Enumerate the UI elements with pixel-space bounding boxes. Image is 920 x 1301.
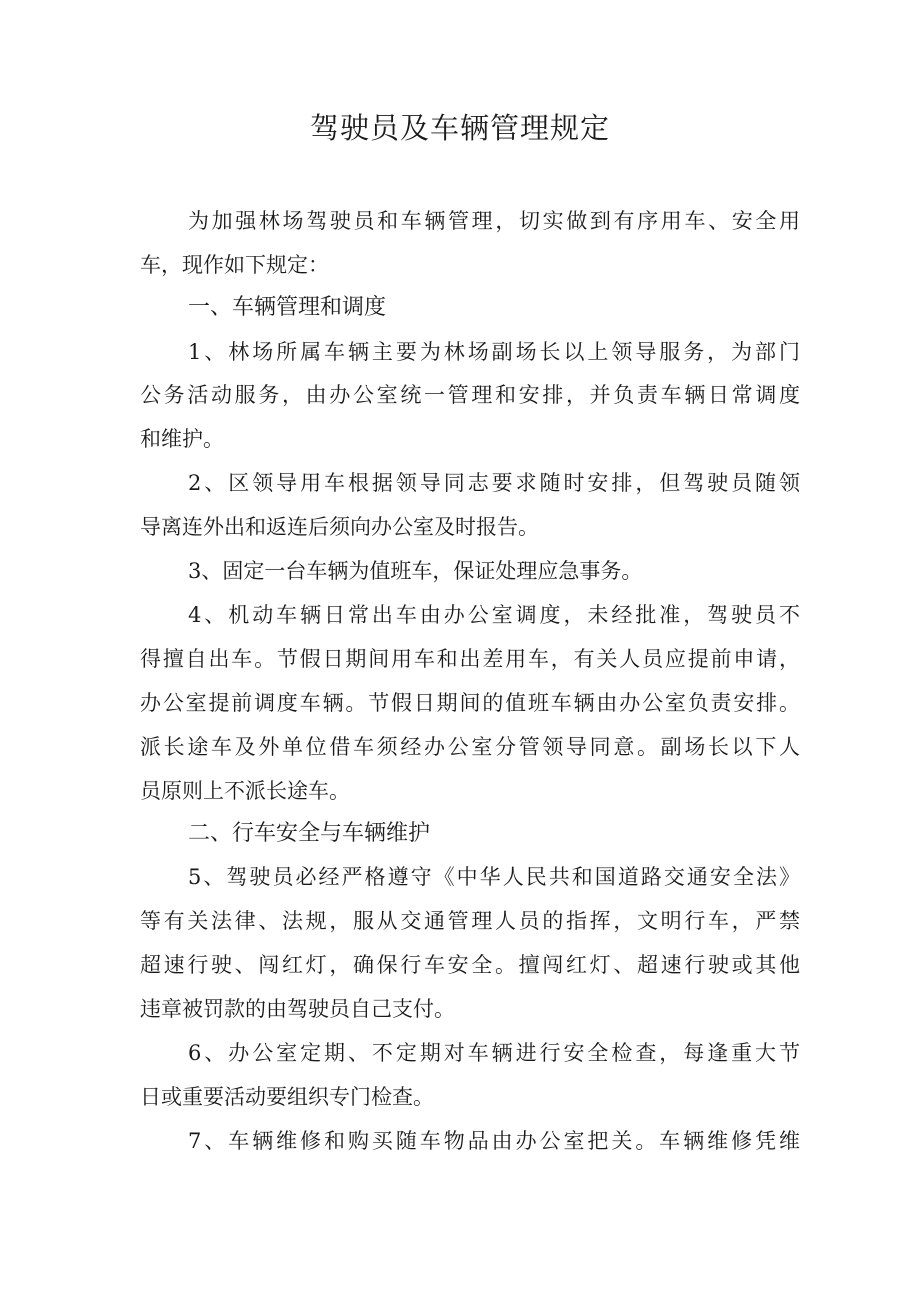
item-5-line-3: 超速行驶、闯红灯，确保行车安全。擅闯红灯、超速行驶或其他 — [140, 953, 800, 977]
item-7-line-1: 7、车辆维修和购买随车物品由办公室把关。车辆维修凭维 — [188, 1129, 800, 1153]
item-1-line-2: 公务活动服务，由办公室统一管理和安排，并负责车辆日常调度 — [140, 383, 800, 407]
section-2-heading: 二、行车安全与车辆维护 — [188, 821, 431, 846]
item-4-line-2: 得擅自出车。节假日期间用车和出差用车，有关人员应提前申请， — [140, 647, 800, 671]
intro-line-2: 车，现作如下规定： — [140, 253, 329, 277]
item-1-line-1: 1、林场所属车辆主要为林场副场长以上领导服务，为部门 — [188, 340, 800, 364]
item-2-line-2: 导离连外出和返连后须向办公室及时报告。 — [140, 515, 539, 539]
item-5-line-2: 等有关法律、法规，服从交通管理人员的指挥，文明行车，严禁 — [140, 909, 800, 933]
item-1-line-3: 和维护。 — [140, 427, 224, 451]
item-6-line-2: 日或重要活动要组织专门检查。 — [140, 1085, 434, 1109]
item-5-line-1: 5、驾驶员必经严格遵守《中华人民共和国道路交通安全法》 — [188, 865, 800, 889]
item-2-line-1: 2、区领导用车根据领导同志要求随时安排，但驾驶员随领 — [188, 471, 800, 495]
item-4-line-1: 4、机动车辆日常出车由办公室调度，未经批准，驾驶员不 — [188, 603, 800, 627]
intro-line-1: 为加强林场驾驶员和车辆管理，切实做到有序用车、安全用 — [188, 209, 800, 233]
item-4-line-5: 员原则上不派长途车。 — [140, 779, 350, 803]
document-title: 驾驶员及车辆管理规定 — [309, 111, 610, 145]
item-6-line-1: 6、办公室定期、不定期对车辆进行安全检查，每逢重大节 — [188, 1041, 800, 1065]
item-4-line-4: 派长途车及外单位借车须经办公室分管领导同意。副场长以下人 — [140, 735, 800, 759]
item-5-line-4: 违章被罚款的由驾驶员自己支付。 — [140, 997, 455, 1021]
section-1-heading: 一、车辆管理和调度 — [188, 295, 387, 320]
item-3-line-1: 3、固定一台车辆为值班车，保证处理应急事务。 — [188, 559, 643, 583]
item-4-line-3: 办公室提前调度车辆。节假日期间的值班车辆由办公室负责安排。 — [140, 691, 800, 715]
